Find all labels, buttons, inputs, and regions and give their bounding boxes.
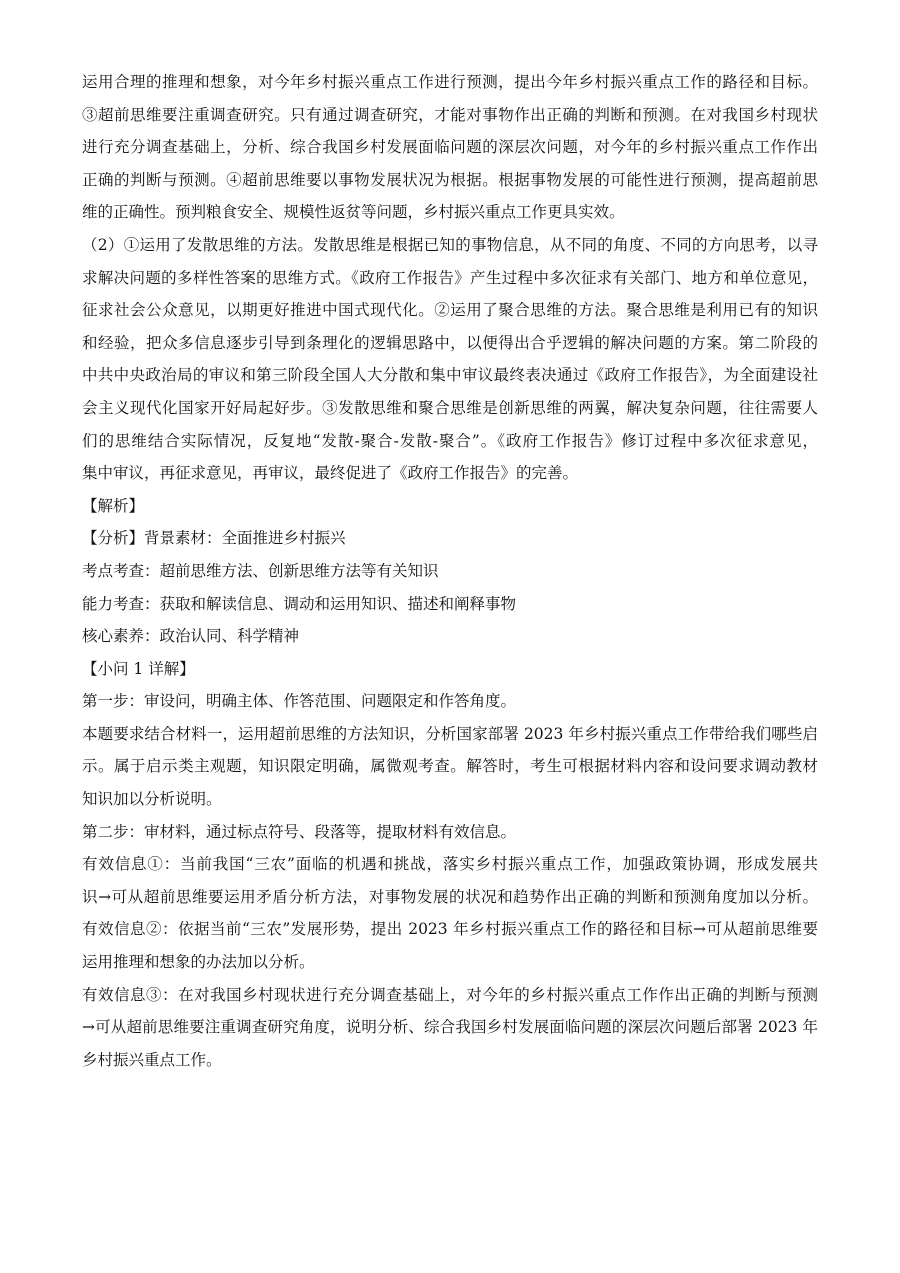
text-line: 集中审议，再征求意见，再审议，最终促进了《政府工作报告》的完善。	[82, 464, 579, 483]
text-line: 有效信息①：当前我国“三农”面临的机遇和挑战，落实乡村振兴重点工作，加强政策协调，形成发展共	[82, 855, 818, 874]
text-line: 知识加以分析说明。	[82, 790, 222, 809]
text-line: 运用合理的推理和想象，对今年乡村振兴重点工作进行预测，提出今年乡村振兴重点工作的路径和目标。	[82, 73, 818, 91]
text-line: 第二步：审材料，通过标点符号、段落等，提取材料有效信息。	[82, 822, 517, 841]
text-line: 能力考查：获取和解读信息、调动和运用知识、描述和阐释事物	[82, 594, 517, 613]
text-line: 乡村振兴重点工作。	[82, 1050, 222, 1069]
text-line: 示。属于启示类主观题，知识限定明确，属微观考查。解答时，考生可根据材料内容和设问要求调动教材	[82, 757, 818, 776]
text-line: 正确的判断与预测。④超前思维要以事物发展状况为根据。根据事物发展的可能性进行预测，提高超前思	[82, 170, 818, 189]
text-line: 本题要求结合材料一，运用超前思维的方法知识，分析国家部署 2023 年乡村振兴重点工作带给我们哪些启	[82, 724, 818, 743]
text-line: 识→可从超前思维要运用矛盾分析方法，对事物发展的状况和趋势作出正确的判断和预测角度加以分析。	[82, 887, 818, 906]
text-line: 有效信息②：依据当前“三农”发展形势，提出 2023 年乡村振兴重点工作的路径和目标→可从超前思维要	[82, 920, 818, 939]
text-line: 运用推理和想象的办法加以分析。	[82, 953, 315, 972]
text-line: 【小问 1 详解】	[82, 659, 195, 678]
text-line: 求解决问题的多样性答案的思维方式。《政府工作报告》产生过程中多次征求有关部门、地方和单位意见，	[82, 268, 818, 287]
text-line: 第一步：审设问，明确主体、作答范围、问题限定和作答角度。	[82, 692, 517, 711]
text-line: （2）①运用了发散思维的方法。发散思维是根据已知的事物信息，从不同的角度、不同的方向思考，以寻	[82, 235, 818, 254]
text-line: 考点考查：超前思维方法、创新思维方法等有关知识	[82, 561, 439, 580]
text-line: ③超前思维要注重调查研究。只有通过调查研究，才能对事物作出正确的判断和预测。在对我国乡村现状	[82, 105, 818, 124]
text-line: 中共中央政治局的审议和第三阶段全国人大分散和集中审议最终表决通过《政府工作报告》，为全面建设社	[82, 366, 818, 385]
text-line: 【解析】	[82, 496, 145, 515]
text-line: 会主义现代化国家开好局起好步。③发散思维和聚合思维是创新思维的两翼，解决复杂问题，往往需要人	[82, 398, 818, 417]
text-line: 进行充分调查基础上，分析、综合我国乡村发展面临问题的深层次问题，对今年的乡村振兴重点工作作出	[82, 138, 818, 157]
text-line: 【分析】背景素材：全面推进乡村振兴	[82, 529, 346, 548]
text-line: 们的思维结合实际情况，反复地“发散-聚合-发散-聚合”。《政府工作报告》修订过程中多次征求意见，	[82, 431, 818, 450]
text-line: 核心素养：政治认同、科学精神	[82, 627, 300, 646]
text-line: 和经验，把众多信息逐步引导到条理化的逻辑思路中，以便得出合乎逻辑的解决问题的方案。第二阶段的	[82, 333, 818, 352]
text-line: 征求社会公众意见，以期更好推进中国式现代化。②运用了聚合思维的方法。聚合思维是利用已有的知识	[82, 301, 818, 320]
text-line: →可从超前思维要注重调查研究角度，说明分析、综合我国乡村发展面临问题的深层次问题后部署 2023 年	[82, 1018, 818, 1037]
text-line: 维的正确性。预判粮食安全、规模性返贫等问题，乡村振兴重点工作更具实效。	[82, 203, 625, 222]
text-line: 有效信息③：在对我国乡村现状进行充分调查基础上，对今年的乡村振兴重点工作作出正确的判断与预测	[82, 985, 818, 1004]
